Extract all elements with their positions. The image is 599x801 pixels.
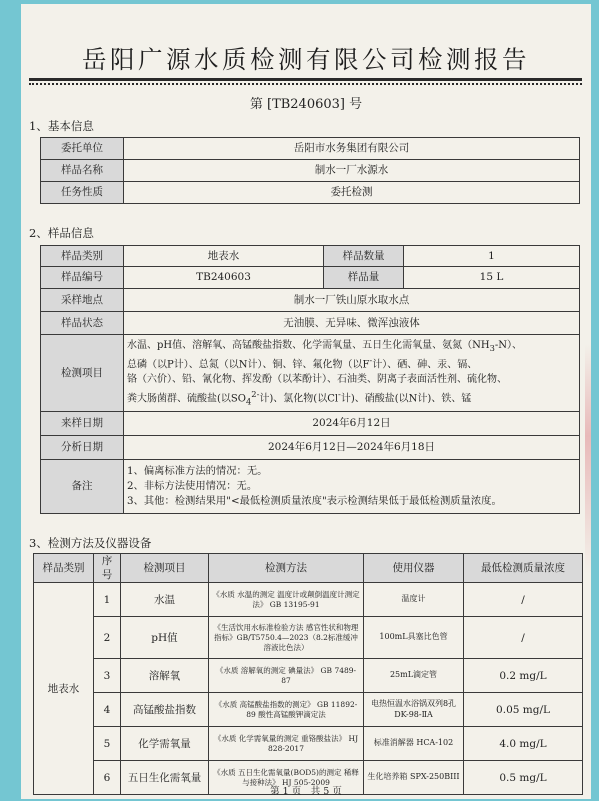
col-header-item: 检测项目 — [121, 554, 209, 583]
row-no: 6 — [94, 761, 121, 795]
row-method: 《水质 溶解氧的测定 碘量法》 GB 7489-87 — [209, 659, 364, 693]
row-limit: 0.2 mg/L — [464, 659, 583, 693]
table-row — [41, 312, 580, 335]
row-limit: / — [464, 583, 583, 617]
analysis-date-value: 2024年6月12日—2024年6月18日 — [124, 436, 580, 460]
row-item: pH值 — [121, 617, 209, 659]
sample-qty-label: 样品数量 — [324, 246, 404, 267]
sample-no-label: 样品编号 — [41, 267, 124, 289]
task-type-label: 任务性质 — [41, 182, 124, 204]
remark-2: 2、非标方法使用情况：无。 — [127, 480, 258, 493]
row-no: 3 — [94, 659, 121, 693]
remark-3: 3、其他：检测结果用"<最低检测质量浓度"表示检测结果低于最低检测质量浓度。 — [127, 494, 502, 507]
category-cell: 地表水 — [34, 583, 94, 795]
table-row — [34, 583, 583, 617]
state-value: 无油膜、无异味、微浑浊液体 — [124, 312, 580, 335]
row-method: 《水质 化学需氧量的测定 重铬酸盐法》 HJ 828-2017 — [209, 727, 364, 761]
paper-stain — [585, 344, 591, 574]
remark-1: 1、偏离标准方法的情况：无。 — [127, 465, 268, 478]
table-row — [41, 182, 580, 204]
title-dotted-rule — [29, 83, 582, 85]
row-method: 《水质 高锰酸盐指数的测定》 GB 11892-89 酸性高锰酸钾滴定法 — [209, 693, 364, 727]
row-limit: 0.05 mg/L — [464, 693, 583, 727]
sample-amount-label: 样品量 — [324, 267, 404, 289]
report-page — [21, 4, 591, 799]
sample-type-value: 地表水 — [124, 246, 324, 267]
sample-amount-value: 15 L — [404, 267, 580, 289]
analysis-date-label: 分析日期 — [41, 436, 124, 460]
row-instrument: 温度计 — [364, 583, 464, 617]
row-item: 高锰酸盐指数 — [121, 693, 209, 727]
client-value: 岳阳市水务集团有限公司 — [124, 138, 580, 160]
received-date-value: 2024年6月12日 — [124, 412, 580, 436]
row-item: 溶解氧 — [121, 659, 209, 693]
title-rule — [29, 78, 582, 81]
row-instrument: 生化培养箱 SPX-250BIII — [364, 761, 464, 795]
location-label: 采样地点 — [41, 289, 124, 312]
section-sample-heading: 2、样品信息 — [29, 226, 94, 240]
methods-table — [33, 553, 583, 795]
report-title: 岳阳广源水质检测有限公司检测报告 — [82, 45, 530, 74]
sample-name-value: 制水一厂水源水 — [124, 160, 580, 182]
received-date-label: 来样日期 — [41, 412, 124, 436]
table-row — [41, 289, 580, 312]
items-line-2: 总磷（以P计）、总氮（以N计）、铜、锌、氟化物（以F-计）、硒、砷、汞、镉、 — [127, 355, 478, 371]
row-method: 《水质 五日生化需氧量(BOD5)的测定 稀释与接种法》 HJ 505-2009 — [209, 761, 364, 795]
table-row — [34, 617, 583, 659]
row-item: 五日生化需氧量 — [121, 761, 209, 795]
row-instrument: 100mL具塞比色管 — [364, 617, 464, 659]
table-row — [41, 267, 580, 289]
items-label: 检测项目 — [41, 335, 124, 412]
row-limit: 4.0 mg/L — [464, 727, 583, 761]
row-limit: 0.5 mg/L — [464, 761, 583, 795]
remarks-label: 备注 — [41, 460, 124, 514]
report-number: 第 [TB240603] 号 — [249, 97, 363, 112]
task-type-value: 委托检测 — [124, 182, 580, 204]
sample-type-label: 样品类别 — [41, 246, 124, 267]
sample-info-table — [40, 245, 580, 514]
row-method: 《生活饮用水标准检验方法 感官性状和物理指标》GB/T5750.4—2023（8.2标准缓冲溶液比色法） — [209, 617, 364, 659]
row-instrument: 电热恒温水浴锅双列8孔 DK-98-ⅡA — [364, 693, 464, 727]
section-basic-heading: 1、基本信息 — [29, 119, 94, 133]
table-row — [41, 460, 580, 514]
col-header-limit: 最低检测质量浓度 — [464, 554, 583, 583]
row-item: 水温 — [121, 583, 209, 617]
row-no: 5 — [94, 727, 121, 761]
table-row — [34, 727, 583, 761]
table-row — [41, 436, 580, 460]
row-item: 化学需氧量 — [121, 727, 209, 761]
row-limit: / — [464, 617, 583, 659]
table-row — [34, 693, 583, 727]
row-instrument: 标准消解器 HCA-102 — [364, 727, 464, 761]
items-line-4: 粪大肠菌群、硫酸盐(以$SO_4^{2-}$计)、氯化物(以Cl-计)、硝酸盐(以N计)、铁、锰 — [127, 388, 472, 406]
table-row — [41, 160, 580, 182]
row-no: 4 — [94, 693, 121, 727]
sample-no-value: TB240603 — [124, 267, 324, 289]
client-label: 委托单位 — [41, 138, 124, 160]
row-method: 《水质 水温的测定 温度计或颠倒温度计测定法》 GB 13195-91 — [209, 583, 364, 617]
table-header-row — [34, 554, 583, 583]
items-line-3: 铬（六价）、铅、氰化物、挥发酚（以苯酚计）、石油类、阴离子表面活性剂、硫化物、 — [127, 374, 507, 385]
state-label: 样品状态 — [41, 312, 124, 335]
row-no: 2 — [94, 617, 121, 659]
col-header-category: 样品类别 — [34, 554, 94, 583]
section-methods-heading: 3、检测方法及仪器设备 — [29, 536, 152, 550]
col-header-method: 检测方法 — [209, 554, 364, 583]
sample-name-label: 样品名称 — [41, 160, 124, 182]
remarks-value — [124, 460, 580, 514]
row-no: 1 — [94, 583, 121, 617]
table-row — [34, 659, 583, 693]
location-value: 制水一厂铁山原水取水点 — [124, 289, 580, 312]
col-header-instrument: 使用仪器 — [364, 554, 464, 583]
table-row — [41, 412, 580, 436]
table-row — [41, 138, 580, 160]
sample-qty-value: 1 — [404, 246, 580, 267]
table-row — [41, 335, 580, 412]
items-value — [124, 335, 580, 412]
items-line-1: 水温、pH值、溶解氧、高锰酸盐指数、化学需氧量、五日生化需氧量、氨氮$(NH_3-N)$、 — [127, 340, 523, 354]
basic-info-table — [40, 137, 580, 204]
row-instrument: 25mL滴定管 — [364, 659, 464, 693]
col-header-no: 序号 — [94, 554, 121, 583]
page-footer: 第 1 页 共 5 页 — [270, 786, 342, 797]
table-row — [41, 246, 580, 267]
